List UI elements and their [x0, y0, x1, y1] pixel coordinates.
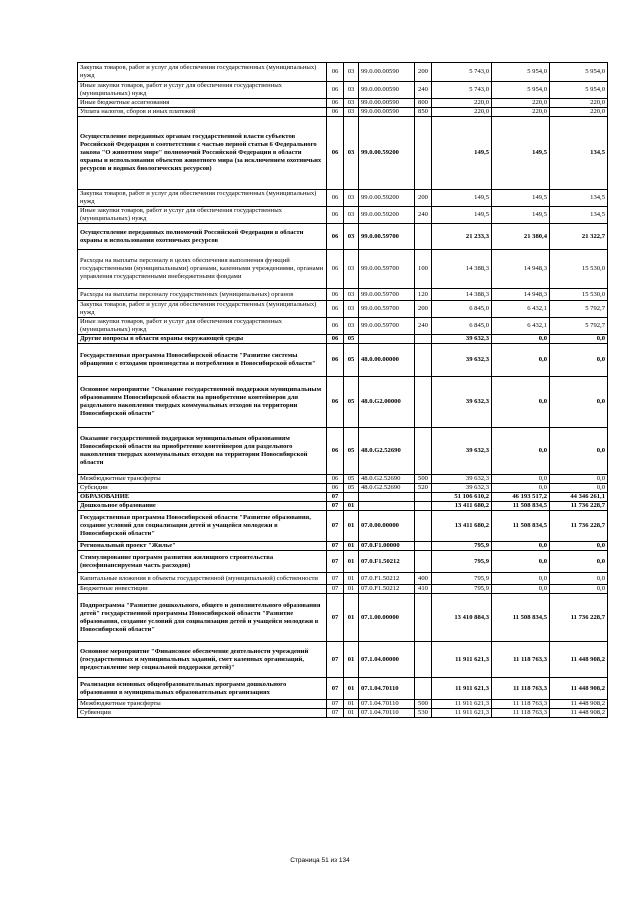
cell-csr: 48.0.G2.52690 — [359, 484, 415, 493]
cell-v3: 11 736 228,7 — [550, 594, 608, 642]
cell-v2: 11 508 834,5 — [492, 594, 550, 642]
cell-v1: 39 632,3 — [432, 344, 492, 377]
cell-vr — [415, 428, 432, 475]
cell-v1: 39 632,3 — [432, 335, 492, 344]
cell-v2: 0,0 — [492, 573, 550, 585]
cell-name: Иные бюджетные ассигнования — [78, 99, 327, 108]
cell-rz: 07 — [327, 594, 344, 642]
table-row — [78, 428, 608, 475]
cell-csr: 99.0.00.59700 — [359, 318, 415, 335]
table-row — [78, 709, 608, 718]
cell-vr — [415, 511, 432, 542]
cell-v2: 0,0 — [492, 484, 550, 493]
cell-v3: 5 954,0 — [550, 82, 608, 99]
cell-csr: 07.1.04.00000 — [359, 642, 415, 678]
cell-rz: 06 — [327, 117, 344, 190]
cell-csr: 99.0.00.59700 — [359, 301, 415, 318]
cell-pr: 03 — [344, 117, 359, 190]
cell-rz: 06 — [327, 82, 344, 99]
cell-pr: 01 — [344, 594, 359, 642]
table-row — [78, 642, 608, 678]
cell-rz: 06 — [327, 207, 344, 224]
cell-v3: 0,0 — [550, 551, 608, 573]
cell-name: Осуществление переданных полномочий Российской Федерации в области охраны и использования охотничьих ресурсов — [78, 224, 327, 250]
cell-rz: 06 — [327, 484, 344, 493]
cell-rz: 07 — [327, 700, 344, 709]
cell-pr: 03 — [344, 63, 359, 82]
cell-v1: 51 106 610,2 — [432, 493, 492, 502]
cell-name: Дошкольное образование — [78, 502, 327, 511]
cell-vr: 120 — [415, 289, 432, 301]
cell-v1: 39 632,3 — [432, 377, 492, 428]
cell-vr: 500 — [415, 700, 432, 709]
cell-csr: 07.0.00.00000 — [359, 511, 415, 542]
cell-rz: 06 — [327, 250, 344, 289]
table-row — [78, 511, 608, 542]
cell-v1: 149,5 — [432, 117, 492, 190]
cell-v2: 6 432,1 — [492, 318, 550, 335]
cell-v3: 0,0 — [550, 428, 608, 475]
cell-name: Другие вопросы в области охраны окружающей среды — [78, 335, 327, 344]
cell-v2: 11 508 834,5 — [492, 502, 550, 511]
cell-v1: 5 743,0 — [432, 82, 492, 99]
cell-pr: 03 — [344, 108, 359, 117]
cell-v3: 0,0 — [550, 542, 608, 551]
cell-v1: 14 388,3 — [432, 289, 492, 301]
cell-vr: 850 — [415, 108, 432, 117]
table-row — [78, 542, 608, 551]
cell-v3: 0,0 — [550, 573, 608, 585]
cell-rz: 07 — [327, 678, 344, 700]
cell-csr: 48.0.00.00000 — [359, 344, 415, 377]
cell-pr: 05 — [344, 335, 359, 344]
cell-csr: 07.0.F1.00000 — [359, 542, 415, 551]
cell-vr: 200 — [415, 190, 432, 207]
cell-v3: 11 448 908,2 — [550, 678, 608, 700]
cell-rz: 06 — [327, 428, 344, 475]
cell-csr: 07.1.04.70110 — [359, 700, 415, 709]
cell-pr: 01 — [344, 642, 359, 678]
cell-v1: 795,9 — [432, 551, 492, 573]
cell-csr: 99.0.00.59700 — [359, 250, 415, 289]
cell-name: ОБРАЗОВАНИЕ — [78, 493, 327, 502]
cell-rz: 07 — [327, 502, 344, 511]
cell-v2: 0,0 — [492, 428, 550, 475]
cell-v2: 0,0 — [492, 377, 550, 428]
table-row — [78, 594, 608, 642]
cell-name: Государственная программа Новосибирской области "Развитие образования, создание условий для социализации детей и учащейся молодежи в Новосибирской области" — [78, 511, 327, 542]
cell-vr: 240 — [415, 207, 432, 224]
cell-vr: 530 — [415, 709, 432, 718]
cell-v2: 149,5 — [492, 190, 550, 207]
cell-v1: 11 911 621,3 — [432, 678, 492, 700]
cell-vr — [415, 642, 432, 678]
cell-v1: 21 233,3 — [432, 224, 492, 250]
cell-v1: 6 845,0 — [432, 301, 492, 318]
cell-v2: 11 508 834,5 — [492, 511, 550, 542]
cell-v3: 0,0 — [550, 335, 608, 344]
cell-v1: 149,5 — [432, 190, 492, 207]
cell-name: Закупка товаров, работ и услуг для обеспечения государственных (муниципальных) нужд — [78, 63, 327, 82]
page-footer: Страница 51 из 134 — [290, 857, 350, 864]
cell-v2: 11 118 763,3 — [492, 642, 550, 678]
cell-vr — [415, 344, 432, 377]
table-row — [78, 117, 608, 190]
cell-v1: 11 911 621,3 — [432, 642, 492, 678]
cell-v1: 220,0 — [432, 99, 492, 108]
cell-v3: 44 346 261,1 — [550, 493, 608, 502]
cell-csr: 99.0.00.00590 — [359, 82, 415, 99]
table-row — [78, 502, 608, 511]
cell-v1: 795,9 — [432, 585, 492, 594]
cell-pr: 05 — [344, 344, 359, 377]
cell-rz: 07 — [327, 709, 344, 718]
budget-table-body — [78, 63, 608, 718]
cell-vr — [415, 551, 432, 573]
cell-v1: 6 845,0 — [432, 318, 492, 335]
cell-v1: 14 388,3 — [432, 250, 492, 289]
cell-pr: 01 — [344, 709, 359, 718]
cell-pr: 05 — [344, 428, 359, 475]
cell-rz: 07 — [327, 573, 344, 585]
cell-name: Субвенции — [78, 709, 327, 718]
cell-pr: 01 — [344, 573, 359, 585]
cell-pr: 03 — [344, 82, 359, 99]
cell-v3: 5 792,7 — [550, 301, 608, 318]
cell-pr: 03 — [344, 318, 359, 335]
cell-v2: 0,0 — [492, 551, 550, 573]
cell-v2: 5 954,0 — [492, 82, 550, 99]
cell-name: Межбюджетные трансферты — [78, 700, 327, 709]
cell-rz: 06 — [327, 475, 344, 484]
cell-v1: 11 911 621,3 — [432, 709, 492, 718]
cell-name: Межбюджетные трансферты — [78, 475, 327, 484]
cell-v2: 0,0 — [492, 335, 550, 344]
cell-v2: 6 432,1 — [492, 301, 550, 318]
cell-v2: 220,0 — [492, 99, 550, 108]
table-row — [78, 377, 608, 428]
cell-v1: 795,9 — [432, 573, 492, 585]
cell-vr: 200 — [415, 63, 432, 82]
table-row — [78, 551, 608, 573]
cell-v2: 11 118 763,3 — [492, 709, 550, 718]
cell-pr: 03 — [344, 224, 359, 250]
cell-csr: 07.0.F1.50212 — [359, 551, 415, 573]
cell-name: Стимулирование программ развития жилищного строительства (несофинансируемая часть расходов) — [78, 551, 327, 573]
cell-v3: 11 448 908,2 — [550, 700, 608, 709]
cell-vr — [415, 117, 432, 190]
cell-v3: 11 448 908,2 — [550, 642, 608, 678]
cell-v3: 5 792,7 — [550, 318, 608, 335]
cell-pr: 03 — [344, 190, 359, 207]
cell-v2: 0,0 — [492, 585, 550, 594]
cell-rz: 06 — [327, 63, 344, 82]
cell-v2: 11 118 763,3 — [492, 678, 550, 700]
cell-name: Оказание государственной поддержки муниципальным образованиям Новосибирской области на приобретение контейнеров для раздельного накопления твердых коммунальных отходов на территории Новосибирской области — [78, 428, 327, 475]
cell-v3: 0,0 — [550, 585, 608, 594]
cell-name: Иные закупки товаров, работ и услуг для обеспечения государственных (муниципальных) нужд — [78, 207, 327, 224]
cell-v3: 21 322,7 — [550, 224, 608, 250]
table-row — [78, 344, 608, 377]
table-row — [78, 585, 608, 594]
cell-vr: 400 — [415, 573, 432, 585]
cell-name: Бюджетные инвестиции — [78, 585, 327, 594]
cell-pr: 01 — [344, 511, 359, 542]
cell-vr — [415, 502, 432, 511]
cell-rz: 06 — [327, 377, 344, 428]
cell-rz: 06 — [327, 335, 344, 344]
cell-v2: 14 948,3 — [492, 289, 550, 301]
table-row — [78, 289, 608, 301]
cell-rz: 06 — [327, 301, 344, 318]
cell-csr: 07.0.F1.50212 — [359, 573, 415, 585]
cell-v1: 11 911 621,3 — [432, 700, 492, 709]
table-row — [78, 190, 608, 207]
table-row — [78, 484, 608, 493]
cell-v1: 39 632,3 — [432, 484, 492, 493]
cell-csr: 99.0.00.59700 — [359, 289, 415, 301]
cell-rz: 06 — [327, 190, 344, 207]
cell-pr: 03 — [344, 99, 359, 108]
cell-v1: 220,0 — [432, 108, 492, 117]
cell-v1: 13 410 884,3 — [432, 594, 492, 642]
cell-v2: 21 380,4 — [492, 224, 550, 250]
cell-v1: 795,9 — [432, 542, 492, 551]
cell-v3: 15 530,0 — [550, 289, 608, 301]
cell-vr: 240 — [415, 318, 432, 335]
cell-name: Иные закупки товаров, работ и услуг для обеспечения государственных (муниципальных) нужд — [78, 318, 327, 335]
cell-vr — [415, 493, 432, 502]
cell-rz: 06 — [327, 318, 344, 335]
cell-v2: 149,5 — [492, 207, 550, 224]
cell-vr: 100 — [415, 250, 432, 289]
table-row — [78, 678, 608, 700]
cell-v3: 11 736 228,7 — [550, 502, 608, 511]
table-row — [78, 250, 608, 289]
table-row — [78, 493, 608, 502]
cell-csr: 48.0.G2.52690 — [359, 475, 415, 484]
cell-v2: 5 954,0 — [492, 63, 550, 82]
cell-vr: 520 — [415, 484, 432, 493]
cell-v3: 0,0 — [550, 377, 608, 428]
cell-vr: 200 — [415, 301, 432, 318]
cell-pr: 01 — [344, 502, 359, 511]
cell-vr — [415, 335, 432, 344]
table-row — [78, 108, 608, 117]
cell-rz: 07 — [327, 493, 344, 502]
cell-vr: 410 — [415, 585, 432, 594]
cell-vr: 500 — [415, 475, 432, 484]
cell-name: Основное мероприятие "Финансовое обеспечение деятельности учреждений (государственных и муниципальных заданий, смет казенных организаций, предоставление мер социальной поддержки детей)" — [78, 642, 327, 678]
cell-pr: 01 — [344, 585, 359, 594]
cell-v1: 13 411 680,2 — [432, 511, 492, 542]
cell-v3: 134,5 — [550, 190, 608, 207]
table-row — [78, 82, 608, 99]
table-row — [78, 475, 608, 484]
cell-rz: 07 — [327, 551, 344, 573]
cell-name: Расходы на выплаты персоналу государственных (муниципальных) органов — [78, 289, 327, 301]
table-row — [78, 335, 608, 344]
cell-pr: 03 — [344, 207, 359, 224]
cell-name: Реализация основных общеобразовательных программ дошкольного образования в муниципальных образовательных организациях — [78, 678, 327, 700]
cell-vr — [415, 678, 432, 700]
cell-pr: 01 — [344, 700, 359, 709]
cell-csr: 99.0.00.00590 — [359, 63, 415, 82]
table-row — [78, 224, 608, 250]
cell-vr — [415, 542, 432, 551]
cell-rz: 07 — [327, 511, 344, 542]
cell-v3: 0,0 — [550, 344, 608, 377]
cell-pr: 01 — [344, 678, 359, 700]
cell-name: Основное мероприятие "Оказание государственной поддержки муниципальным образованиям Новосибирской области на приобретение контейнеров для раздельного накопления твердых коммунальных отходов на территории Новосибирской области" — [78, 377, 327, 428]
cell-name: Осуществление переданных органам государственной власти субъектов Российской Федерации в соответствии с частью первой статьи 6 Федерального закона "О животном мире" полномочий Российской Федерации в области охраны и использования объектов животного мира (за исключением охотничьих ресурсов и водных биологических ресурсов) — [78, 117, 327, 190]
cell-v3: 0,0 — [550, 484, 608, 493]
cell-vr — [415, 377, 432, 428]
cell-v2: 46 193 517,2 — [492, 493, 550, 502]
cell-csr: 99.0.00.59200 — [359, 117, 415, 190]
cell-v3: 220,0 — [550, 99, 608, 108]
cell-v1: 39 632,3 — [432, 475, 492, 484]
cell-vr — [415, 224, 432, 250]
cell-pr: 03 — [344, 250, 359, 289]
table-row — [78, 318, 608, 335]
cell-v3: 134,5 — [550, 117, 608, 190]
cell-name: Расходы на выплаты персоналу в целях обеспечения выполнения функций государственными (муниципальными) органами, казенными учреждениями, органами управления государственными внебюджетными фондами — [78, 250, 327, 289]
cell-v1: 13 411 680,2 — [432, 502, 492, 511]
cell-pr — [344, 493, 359, 502]
cell-csr: 99.0.00.59200 — [359, 207, 415, 224]
cell-name: Субсидии — [78, 484, 327, 493]
cell-name: Подпрограмма "Развитие дошкольного, общего и дополнительного образования детей" государственной программы Новосибирской области "Развитие образования, создание условий для социализации детей и учащейся молодежи в Новосибирской области" — [78, 594, 327, 642]
cell-v3: 15 530,0 — [550, 250, 608, 289]
cell-csr — [359, 502, 415, 511]
cell-pr: 05 — [344, 377, 359, 428]
cell-pr: 03 — [344, 289, 359, 301]
cell-v1: 39 632,3 — [432, 428, 492, 475]
cell-v1: 149,5 — [432, 207, 492, 224]
cell-csr: 48.0.G2.00000 — [359, 377, 415, 428]
table-row — [78, 207, 608, 224]
cell-v2: 14 948,3 — [492, 250, 550, 289]
cell-v2: 0,0 — [492, 344, 550, 377]
cell-csr — [359, 335, 415, 344]
cell-rz: 07 — [327, 642, 344, 678]
table-row — [78, 99, 608, 108]
cell-csr: 99.0.00.00590 — [359, 99, 415, 108]
cell-rz: 06 — [327, 108, 344, 117]
cell-v2: 220,0 — [492, 108, 550, 117]
cell-name: Региональный проект "Жилье" — [78, 542, 327, 551]
budget-table — [77, 62, 608, 718]
cell-v2: 149,5 — [492, 117, 550, 190]
cell-vr: 800 — [415, 99, 432, 108]
cell-name: Капитальные вложения в объекты государственной (муниципальной) собственности — [78, 573, 327, 585]
cell-csr: 99.0.00.59200 — [359, 190, 415, 207]
cell-name: Иные закупки товаров, работ и услуг для обеспечения государственных (муниципальных) нужд — [78, 82, 327, 99]
cell-v3: 11 736 228,7 — [550, 511, 608, 542]
cell-v2: 0,0 — [492, 475, 550, 484]
cell-v3: 11 448 908,2 — [550, 709, 608, 718]
cell-rz: 07 — [327, 585, 344, 594]
cell-csr: 99.0.00.00590 — [359, 108, 415, 117]
cell-csr — [359, 493, 415, 502]
cell-v2: 11 118 763,3 — [492, 700, 550, 709]
cell-pr: 05 — [344, 475, 359, 484]
cell-v1: 5 743,0 — [432, 63, 492, 82]
cell-name: Уплата налогов, сборов и иных платежей — [78, 108, 327, 117]
cell-rz: 06 — [327, 224, 344, 250]
cell-vr — [415, 594, 432, 642]
cell-name: Государственная программа Новосибирской области "Развитие системы обращения с отходами производства и потребления в Новосибирской области" — [78, 344, 327, 377]
cell-rz: 07 — [327, 542, 344, 551]
cell-v3: 5 954,0 — [550, 63, 608, 82]
cell-csr: 99.0.00.59700 — [359, 224, 415, 250]
cell-v3: 0,0 — [550, 475, 608, 484]
cell-pr: 03 — [344, 301, 359, 318]
cell-csr: 07.0.F1.50212 — [359, 585, 415, 594]
cell-name: Закупка товаров, работ и услуг для обеспечения государственных (муниципальных) нужд — [78, 301, 327, 318]
cell-csr: 07.1.00.00000 — [359, 594, 415, 642]
cell-pr: 05 — [344, 484, 359, 493]
cell-rz: 06 — [327, 99, 344, 108]
table-row — [78, 573, 608, 585]
cell-rz: 06 — [327, 289, 344, 301]
cell-rz: 06 — [327, 344, 344, 377]
cell-v3: 220,0 — [550, 108, 608, 117]
cell-v3: 134,5 — [550, 207, 608, 224]
cell-name: Закупка товаров, работ и услуг для обеспечения государственных (муниципальных) нужд — [78, 190, 327, 207]
cell-csr: 07.1.04.70110 — [359, 678, 415, 700]
table-row — [78, 700, 608, 709]
table-row — [78, 63, 608, 82]
cell-csr: 07.1.04.70110 — [359, 709, 415, 718]
cell-pr: 01 — [344, 542, 359, 551]
cell-pr: 01 — [344, 551, 359, 573]
cell-csr: 48.0.G2.52690 — [359, 428, 415, 475]
cell-vr: 240 — [415, 82, 432, 99]
cell-v2: 0,0 — [492, 542, 550, 551]
table-row — [78, 301, 608, 318]
